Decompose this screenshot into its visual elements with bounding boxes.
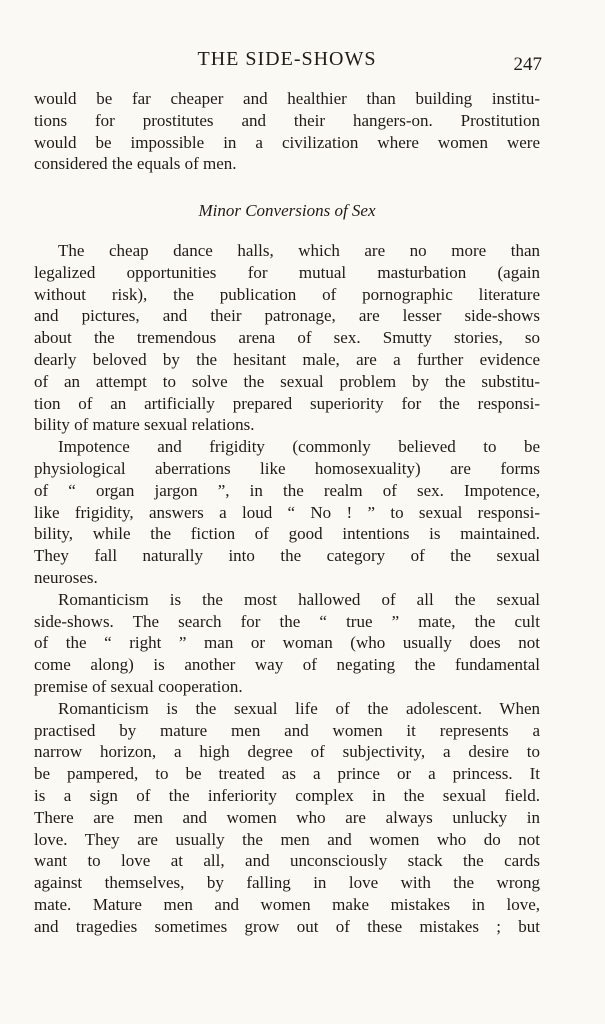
text-line: tion of an artificially prepared superiority for the responsi- xyxy=(34,393,540,413)
paragraph-romanticism-adolescent xyxy=(34,698,540,938)
running-title: THE SIDE-SHOWS xyxy=(197,48,377,70)
text-line: bility of mature sexual relations. xyxy=(34,415,255,435)
text-line: against themselves, by falling in love with the wrong xyxy=(34,873,540,893)
text-line: without risk), the publication of pornographic literature xyxy=(34,284,540,304)
text-line: be pampered, to be treated as a prince or a princess. It xyxy=(34,764,540,784)
paragraph-dance-halls xyxy=(34,240,540,436)
text-line: about the tremendous arena of sex. Smutty stories, so xyxy=(34,328,540,348)
text-line: physiological aberrations like homosexuality) are forms xyxy=(34,458,540,478)
text-line: of “ organ jargon ”, in the realm of sex. Impotence, xyxy=(34,480,540,500)
body-text xyxy=(34,88,540,937)
text-line: neuroses. xyxy=(34,567,98,587)
running-head xyxy=(34,48,540,88)
text-line: side-shows. The search for the “ true ” mate, the cult xyxy=(34,611,540,631)
text-line: would be impossible in a civilization where women were xyxy=(34,132,540,152)
book-page xyxy=(34,48,540,937)
opening-paragraph xyxy=(34,88,540,175)
text-line: like frigidity, answers a loud “ No ! ” to sexual responsi- xyxy=(34,502,540,522)
text-line: love. They are usually the men and women who do not xyxy=(34,829,540,849)
page-number: 247 xyxy=(513,54,542,75)
text-line: practised by mature men and women it represents a xyxy=(34,720,540,740)
text-line: There are men and women who are always unlucky in xyxy=(34,807,540,827)
text-line: of an attempt to solve the sexual problem by the substitu- xyxy=(34,371,540,391)
text-line: bility, while the fiction of good intentions is maintained. xyxy=(34,524,540,544)
text-line: and tragedies sometimes grow out of these mistakes ; but xyxy=(34,916,540,936)
text-line: want to love at all, and unconsciously stack the cards xyxy=(34,851,540,871)
section-heading: Minor Conversions of Sex xyxy=(198,201,376,221)
text-line: mate. Mature men and women make mistakes in love, xyxy=(34,894,540,914)
paragraph-impotence xyxy=(34,436,540,589)
text-line: premise of sexual cooperation. xyxy=(34,676,243,696)
text-line: Impotence and frigidity (commonly believed to be xyxy=(58,437,540,457)
text-line: tions for prostitutes and their hangers-on. Prostitution xyxy=(34,110,540,130)
paragraph-romanticism-sideshows xyxy=(34,589,540,698)
text-line: narrow horizon, a high degree of subjectivity, a desire to xyxy=(34,742,540,762)
text-line: Romanticism is the sexual life of the adolescent. When xyxy=(58,698,540,718)
text-line: dearly beloved by the hesitant male, are a further evidence xyxy=(34,349,540,369)
text-line: would be far cheaper and healthier than building institu- xyxy=(34,89,540,108)
text-line: They fall naturally into the category of the sexual xyxy=(34,546,540,566)
text-line: legalized opportunities for mutual masturbation (again xyxy=(34,262,540,282)
text-line: considered the equals of men. xyxy=(34,154,237,174)
text-line: The cheap dance halls, which are no more than xyxy=(58,240,540,260)
text-line: come along) is another way of negating the fundamental xyxy=(34,655,540,675)
text-line: of the “ right ” man or woman (who usually does not xyxy=(34,633,540,653)
text-line: Romanticism is the most hallowed of all the sexual xyxy=(58,589,540,609)
text-line: is a sign of the inferiority complex in the sexual field. xyxy=(34,785,540,805)
text-line: and pictures, and their patronage, are lesser side-shows xyxy=(34,306,540,326)
